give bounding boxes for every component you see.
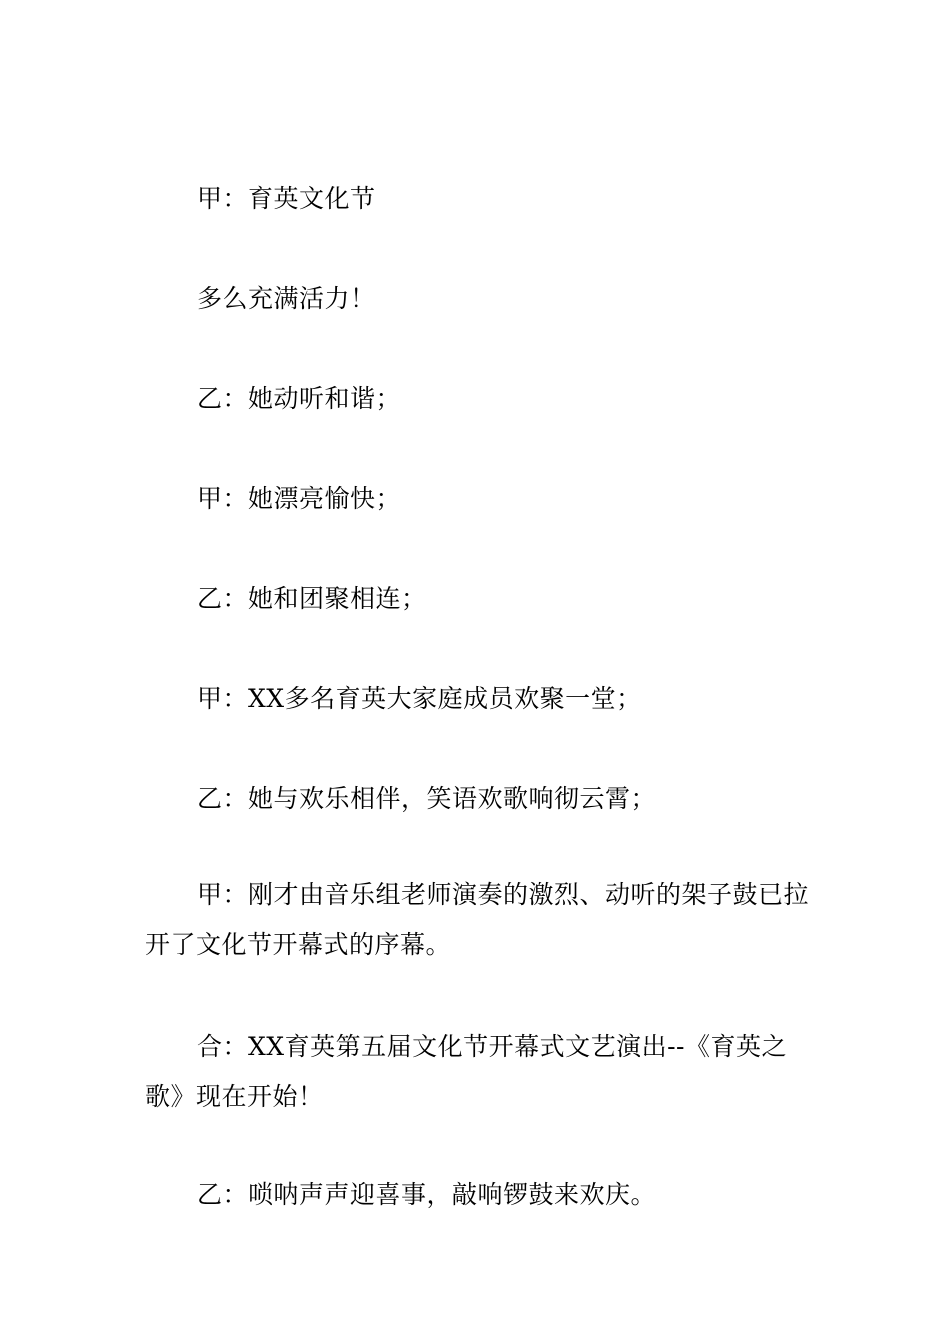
script-line: 甲：她漂亮愉快；	[197, 484, 402, 513]
script-line: 乙：她动听和谐；	[197, 384, 402, 413]
script-line: 甲：刚才由音乐组老师演奏的激烈、动听的架子鼓已拉开了文化节开幕式的序幕。	[145, 880, 810, 959]
script-line: 乙：她与欢乐相伴，笑语欢歌响彻云霄；	[197, 784, 657, 813]
script-line: 甲：育英文化节	[197, 184, 376, 213]
script-line: 甲：XX多名育英大家庭成员欢聚一堂；	[197, 684, 642, 713]
script-line: 乙：她和团聚相连；	[197, 584, 427, 613]
script-line: 乙：唢呐声声迎喜事，敲响锣鼓来欢庆。	[197, 1180, 657, 1209]
script-line: 多么充满活力！	[197, 284, 376, 313]
script-line: 合：XX育英第五届文化节开幕式文艺演出--《育英之歌》现在开始！	[145, 1032, 787, 1111]
